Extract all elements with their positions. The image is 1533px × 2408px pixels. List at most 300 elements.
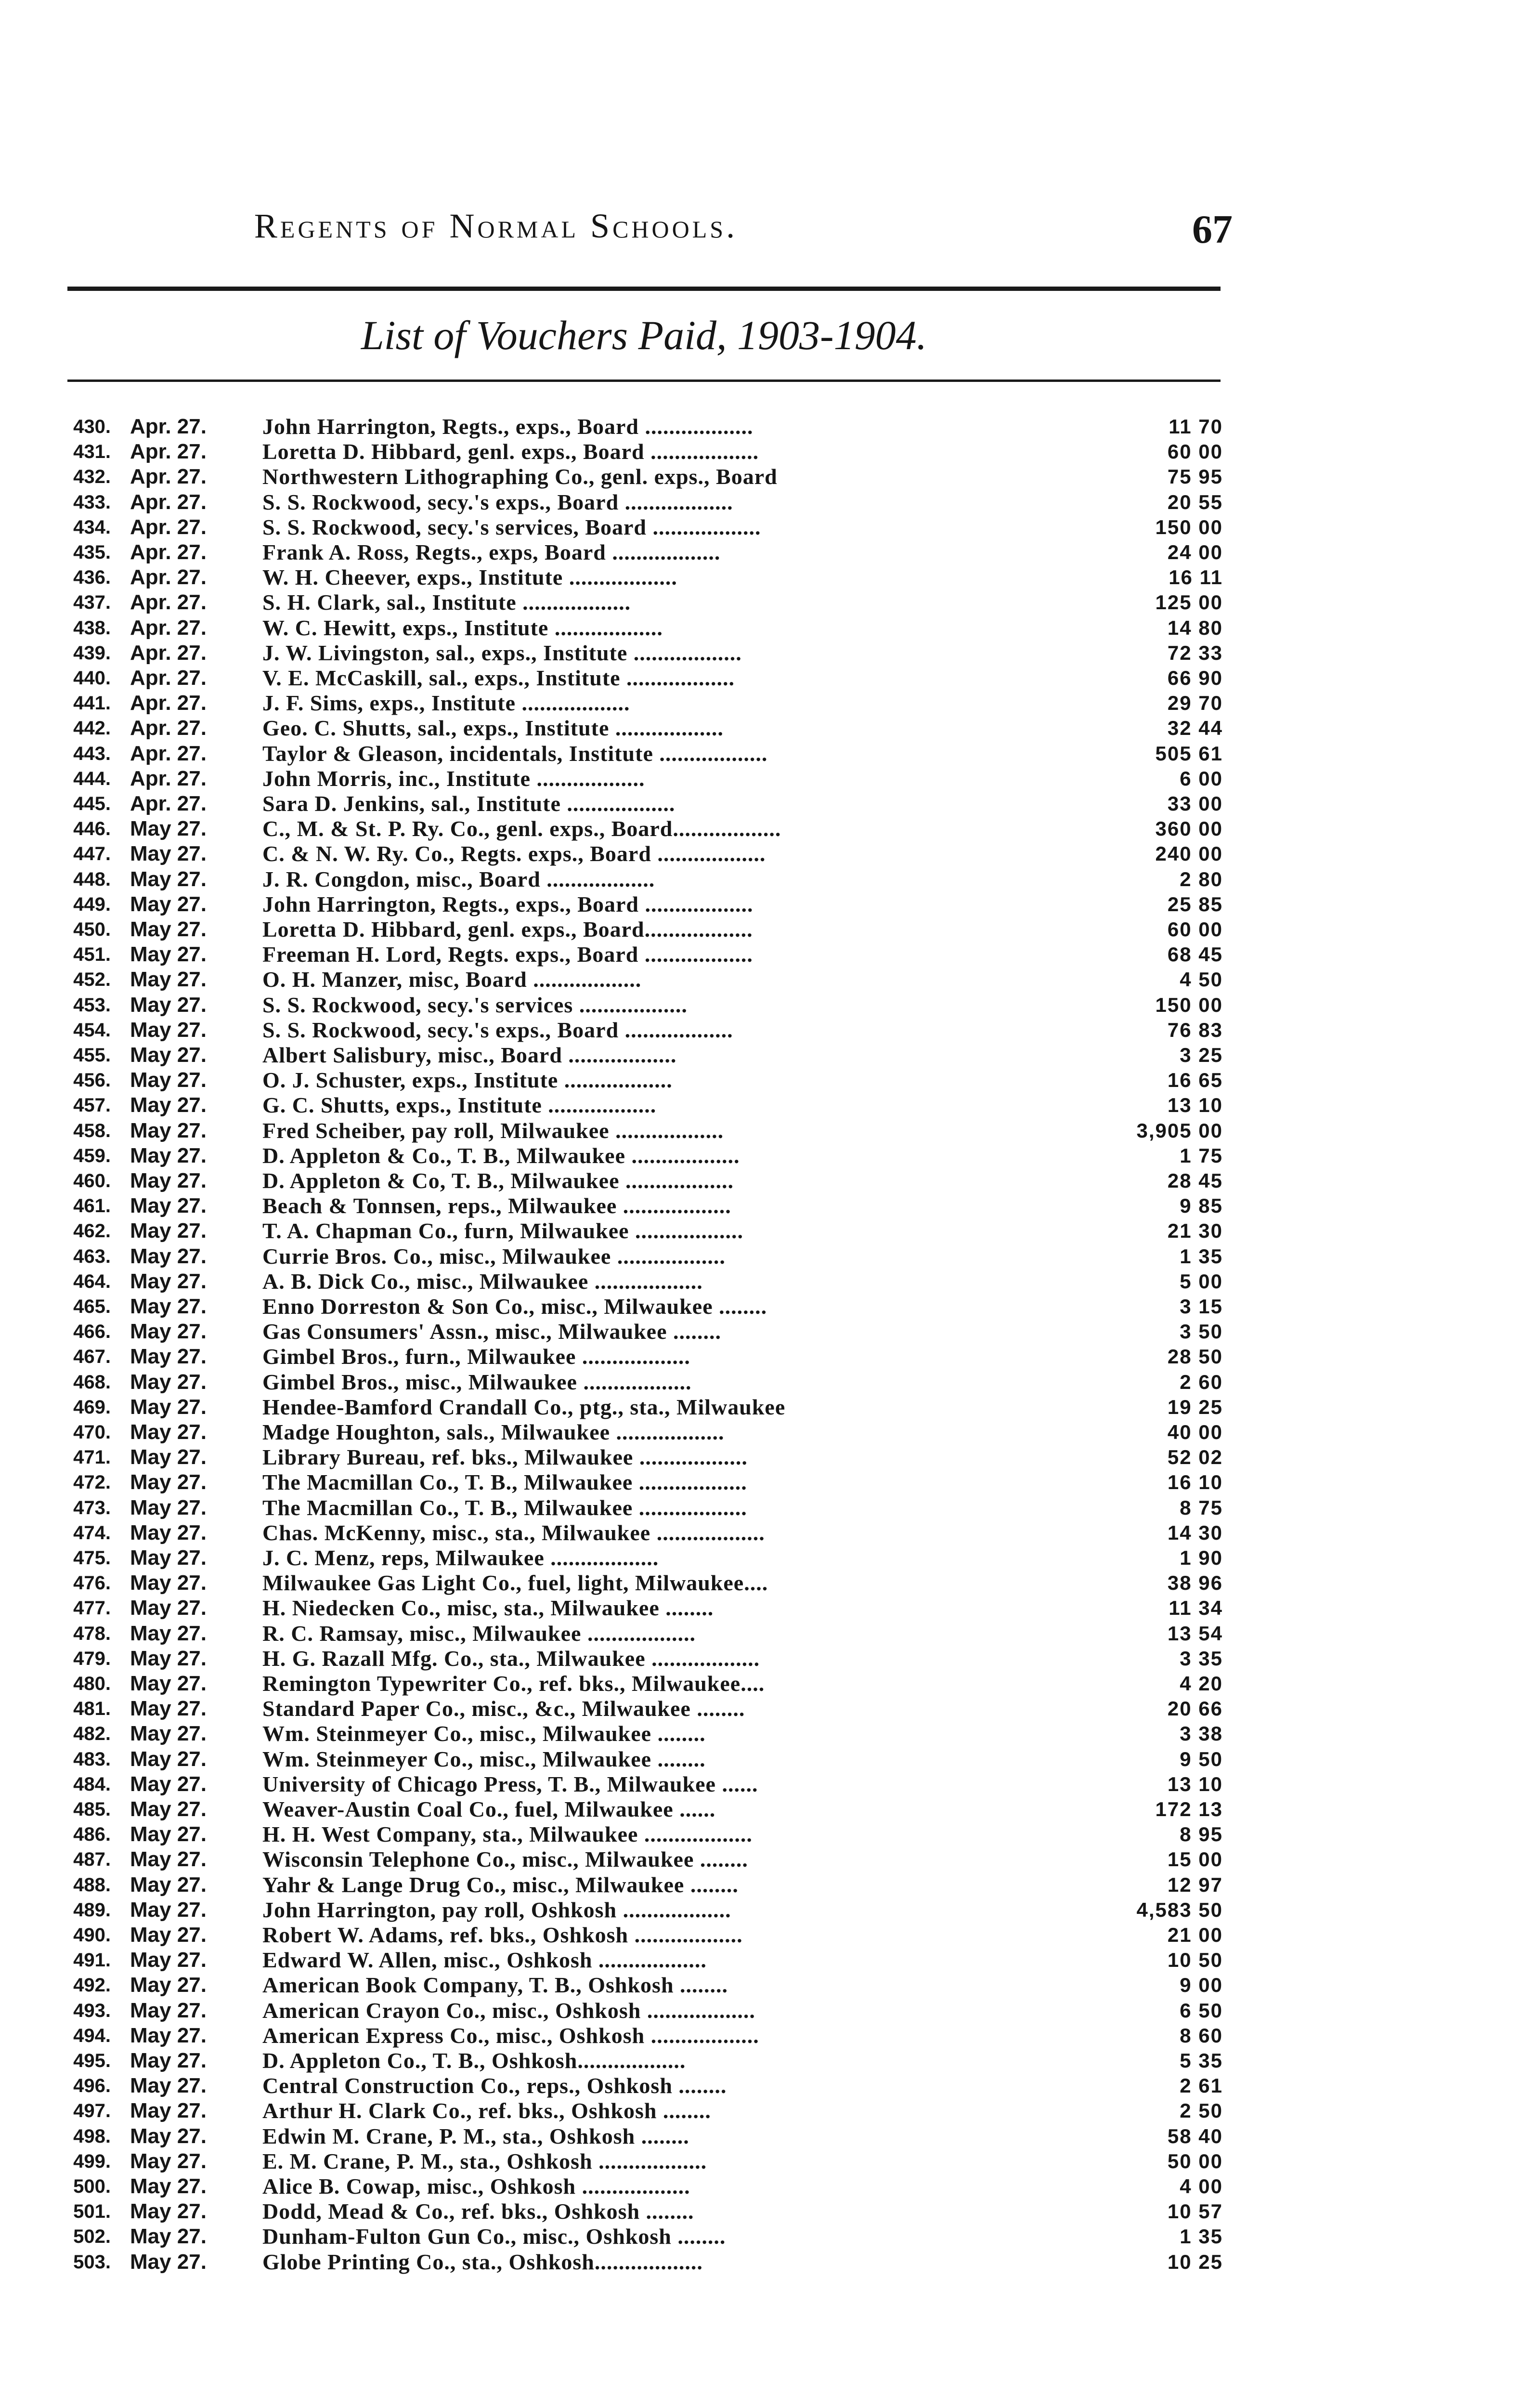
voucher-amount: 1 35	[1180, 2225, 1223, 2248]
voucher-amount: 11 70	[1169, 415, 1223, 438]
voucher-amount: 58 40	[1167, 2125, 1223, 2147]
voucher-amount: 1 75	[1180, 1144, 1223, 1167]
voucher-amount: 10 25	[1167, 2251, 1223, 2273]
voucher-amount: 1 35	[1180, 1245, 1223, 1268]
voucher-description: H. G. Razall Mfg. Co., sta., Milwaukee ..................	[262, 1646, 760, 1671]
voucher-row	[0, 867, 1533, 892]
voucher-description: University of Chicago Press, T. B., Milwaukee ......	[262, 1772, 758, 1796]
voucher-date: Apr. 27.	[130, 716, 207, 740]
voucher-row	[0, 2098, 1533, 2123]
voucher-number: 451.	[73, 944, 111, 965]
voucher-date: May 27.	[130, 917, 207, 941]
voucher-description: S. S. Rockwood, secy.'s services ..................	[262, 993, 688, 1017]
voucher-row	[0, 2199, 1533, 2224]
voucher-row	[0, 892, 1533, 917]
voucher-number: 464.	[73, 1271, 111, 1292]
voucher-amount: 9 50	[1180, 1748, 1223, 1770]
voucher-row	[0, 1998, 1533, 2023]
voucher-row	[0, 1747, 1533, 1772]
voucher-description: The Macmillan Co., T. B., Milwaukee ..................	[262, 1495, 747, 1520]
voucher-description: T. A. Chapman Co., furn, Milwaukee ..................	[262, 1218, 744, 1243]
voucher-date: May 27.	[130, 1622, 207, 1645]
voucher-description: S. H. Clark, sal., Institute ..................	[262, 590, 631, 615]
list-title: List of Vouchers Paid, 1903-1904.	[361, 312, 927, 358]
voucher-number: 460.	[73, 1170, 111, 1191]
voucher-amount: 20 55	[1167, 491, 1223, 513]
voucher-date: May 27.	[130, 1948, 207, 1972]
voucher-row	[0, 2174, 1533, 2199]
voucher-row	[0, 1671, 1533, 1696]
voucher-date: May 27.	[130, 1772, 207, 1796]
voucher-row	[0, 1596, 1533, 1621]
voucher-date: May 27.	[130, 1647, 207, 1670]
voucher-description: H. Niedecken Co., misc, sta., Milwaukee ........	[262, 1596, 714, 1620]
voucher-number: 477.	[73, 1597, 111, 1619]
voucher-description: D. Appleton & Co, T. B., Milwaukee ..................	[262, 1168, 734, 1193]
voucher-number: 449.	[73, 894, 111, 915]
voucher-amount: 21 00	[1167, 1924, 1223, 1946]
voucher-date: May 27.	[130, 867, 207, 891]
voucher-date: May 27.	[130, 993, 207, 1017]
voucher-date: May 27.	[130, 1169, 207, 1192]
voucher-description: Alice B. Cowap, misc., Oshkosh ..................	[262, 2174, 690, 2199]
voucher-number: 478.	[73, 1623, 111, 1644]
voucher-number: 495.	[73, 2050, 111, 2071]
voucher-description: A. B. Dick Co., misc., Milwaukee ..................	[262, 1269, 703, 1294]
voucher-amount: 3,905 00	[1136, 1119, 1223, 1142]
voucher-row	[0, 1269, 1533, 1294]
voucher-description: S. S. Rockwood, secy.'s services, Board ..................	[262, 515, 761, 539]
voucher-number: 433.	[73, 492, 111, 513]
voucher-row	[0, 2048, 1533, 2073]
voucher-description: The Macmillan Co., T. B., Milwaukee ..................	[262, 1470, 747, 1494]
voucher-date: May 27.	[130, 1999, 207, 2022]
voucher-number: 438.	[73, 617, 111, 639]
voucher-number: 487.	[73, 1849, 111, 1870]
voucher-amount: 60 00	[1167, 440, 1223, 463]
voucher-number: 440.	[73, 667, 111, 689]
voucher-row	[0, 791, 1533, 816]
voucher-amount: 8 75	[1180, 1496, 1223, 1519]
voucher-number: 501.	[73, 2201, 111, 2222]
voucher-row	[0, 1772, 1533, 1797]
voucher-row	[0, 1847, 1533, 1872]
voucher-date: May 27.	[130, 1018, 207, 1042]
voucher-description: Central Construction Co., reps., Oshkosh ........	[262, 2073, 727, 2098]
voucher-number: 502.	[73, 2226, 111, 2247]
voucher-amount: 50 00	[1167, 2150, 1223, 2172]
voucher-description: Remington Typewriter Co., ref. bks., Milwaukee....	[262, 1671, 765, 1696]
voucher-date: May 27.	[130, 1546, 207, 1570]
title-rule	[67, 380, 1221, 382]
voucher-number: 472.	[73, 1472, 111, 1493]
voucher-date: May 27.	[130, 1496, 207, 1519]
voucher-amount: 24 00	[1167, 541, 1223, 563]
running-title: Regents of Normal Schools.	[254, 207, 738, 245]
voucher-amount: 505 61	[1155, 742, 1223, 765]
voucher-description: Edward W. Allen, misc., Oshkosh ..................	[262, 1948, 707, 1972]
voucher-amount: 28 45	[1167, 1169, 1223, 1192]
voucher-row	[0, 1395, 1533, 1420]
voucher-date: May 27.	[130, 1320, 207, 1343]
voucher-number: 474.	[73, 1522, 111, 1544]
voucher-description: Gimbel Bros., misc., Milwaukee ..................	[262, 1370, 692, 1394]
voucher-row	[0, 641, 1533, 666]
voucher-number: 492.	[73, 1975, 111, 1996]
voucher-number: 481.	[73, 1698, 111, 1719]
voucher-amount: 40 00	[1167, 1421, 1223, 1443]
voucher-date: Apr. 27.	[130, 767, 207, 790]
voucher-number: 480.	[73, 1673, 111, 1694]
voucher-amount: 75 95	[1167, 465, 1223, 488]
voucher-number: 445.	[73, 793, 111, 814]
voucher-description: V. E. McCaskill, sal., exps., Institute ..................	[262, 666, 735, 690]
voucher-description: John Harrington, Regts., exps., Board ..................	[262, 414, 754, 439]
voucher-date: May 27.	[130, 1295, 207, 1318]
voucher-row	[0, 1168, 1533, 1193]
voucher-date: May 27.	[130, 892, 207, 916]
voucher-amount: 60 00	[1167, 918, 1223, 941]
voucher-description: D. Appleton Co., T. B., Oshkosh..................	[262, 2048, 686, 2073]
voucher-amount: 16 65	[1167, 1069, 1223, 1091]
voucher-row	[0, 590, 1533, 615]
voucher-description: Taylor & Gleason, incidentals, Institute ..................	[262, 741, 768, 766]
voucher-amount: 3 25	[1180, 1044, 1223, 1066]
voucher-number: 471.	[73, 1447, 111, 1468]
voucher-description: Chas. McKenny, misc., sta., Milwaukee ..................	[262, 1520, 765, 1545]
voucher-date: Apr. 27.	[130, 440, 207, 463]
voucher-row	[0, 464, 1533, 489]
voucher-amount: 25 85	[1167, 893, 1223, 916]
voucher-amount: 125 00	[1155, 591, 1223, 614]
voucher-number: 458.	[73, 1120, 111, 1141]
voucher-amount: 16 10	[1167, 1471, 1223, 1493]
voucher-description: Dodd, Mead & Co., ref. bks., Oshkosh ........	[262, 2199, 694, 2224]
voucher-number: 432.	[73, 466, 111, 487]
voucher-row	[0, 1545, 1533, 1570]
voucher-date: May 27.	[130, 1068, 207, 1092]
voucher-date: Apr. 27.	[130, 616, 207, 640]
voucher-row	[0, 1520, 1533, 1545]
voucher-date: May 27.	[130, 1797, 207, 1821]
voucher-row	[0, 414, 1533, 439]
voucher-amount: 38 96	[1167, 1571, 1223, 1594]
voucher-date: May 27.	[130, 1747, 207, 1771]
voucher-row	[0, 1822, 1533, 1847]
voucher-amount: 32 44	[1167, 717, 1223, 739]
voucher-row	[0, 1646, 1533, 1671]
voucher-description: O. H. Manzer, misc, Board ..................	[262, 967, 642, 992]
voucher-description: Wisconsin Telephone Co., misc., Milwaukee ........	[262, 1847, 748, 1871]
voucher-date: Apr. 27.	[130, 792, 207, 815]
voucher-amount: 2 61	[1180, 2074, 1223, 2097]
voucher-description: Hendee-Bamford Crandall Co., ptg., sta., Milwaukee	[262, 1395, 786, 1419]
voucher-description: J. C. Menz, reps, Milwaukee ..................	[262, 1545, 659, 1570]
voucher-description: S. S. Rockwood, secy.'s exps., Board ..................	[262, 490, 733, 514]
voucher-date: May 27.	[130, 1144, 207, 1167]
voucher-amount: 12 97	[1167, 1873, 1223, 1896]
voucher-number: 490.	[73, 1924, 111, 1946]
voucher-date: May 27.	[130, 2250, 207, 2274]
voucher-description: Wm. Steinmeyer Co., misc., Milwaukee ........	[262, 1747, 706, 1771]
voucher-date: Apr. 27.	[130, 490, 207, 514]
voucher-date: May 27.	[130, 1445, 207, 1469]
voucher-row	[0, 741, 1533, 766]
voucher-amount: 72 33	[1167, 641, 1223, 664]
voucher-amount: 19 25	[1167, 1396, 1223, 1418]
voucher-amount: 21 30	[1167, 1219, 1223, 1242]
voucher-date: May 27.	[130, 2225, 207, 2248]
voucher-description: Loretta D. Hibbard, genl. exps., Board..................	[262, 917, 753, 942]
voucher-description: Madge Houghton, sals., Milwaukee ..................	[262, 1420, 725, 1444]
voucher-row	[0, 2023, 1533, 2048]
voucher-number: 457.	[73, 1095, 111, 1116]
voucher-row	[0, 1973, 1533, 1998]
voucher-number: 434.	[73, 517, 111, 538]
voucher-amount: 172 13	[1155, 1798, 1223, 1820]
voucher-row	[0, 1068, 1533, 1093]
voucher-number: 450.	[73, 919, 111, 940]
voucher-number: 469.	[73, 1397, 111, 1418]
voucher-row	[0, 1420, 1533, 1445]
voucher-amount: 8 95	[1180, 1823, 1223, 1845]
voucher-amount: 52 02	[1167, 1446, 1223, 1468]
voucher-description: Beach & Tonnsen, reps., Milwaukee ..................	[262, 1193, 731, 1218]
voucher-row	[0, 816, 1533, 841]
voucher-date: May 27.	[130, 2074, 207, 2097]
voucher-amount: 1 90	[1180, 1546, 1223, 1569]
voucher-amount: 4 20	[1180, 1672, 1223, 1695]
voucher-amount: 68 45	[1167, 943, 1223, 966]
voucher-date: Apr. 27.	[130, 666, 207, 690]
voucher-description: W. H. Cheever, exps., Institute ..................	[262, 565, 677, 589]
voucher-row	[0, 1872, 1533, 1898]
voucher-number: 475.	[73, 1547, 111, 1569]
voucher-number: 483.	[73, 1749, 111, 1770]
voucher-description: Currie Bros. Co., misc., Milwaukee ..................	[262, 1244, 726, 1269]
voucher-number: 493.	[73, 2000, 111, 2021]
voucher-date: Apr. 27.	[130, 540, 207, 564]
voucher-row	[0, 993, 1533, 1018]
voucher-amount: 13 54	[1167, 1622, 1223, 1645]
voucher-number: 499.	[73, 2151, 111, 2172]
voucher-number: 446.	[73, 818, 111, 839]
voucher-number: 467.	[73, 1346, 111, 1367]
voucher-row	[0, 1470, 1533, 1495]
voucher-number: 465.	[73, 1296, 111, 1317]
voucher-row	[0, 1923, 1533, 1948]
voucher-number: 486.	[73, 1824, 111, 1845]
voucher-number: 494.	[73, 2025, 111, 2046]
voucher-row	[0, 2224, 1533, 2249]
voucher-number: 491.	[73, 1950, 111, 1971]
voucher-number: 452.	[73, 969, 111, 990]
voucher-row	[0, 1018, 1533, 1043]
voucher-amount: 6 00	[1180, 767, 1223, 790]
voucher-number: 453.	[73, 995, 111, 1016]
voucher-description: Wm. Steinmeyer Co., misc., Milwaukee ........	[262, 1721, 706, 1746]
voucher-description: Weaver-Austin Coal Co., fuel, Milwaukee ......	[262, 1797, 716, 1821]
voucher-description: S. S. Rockwood, secy.'s exps., Board ..................	[262, 1018, 733, 1042]
voucher-row	[0, 1143, 1533, 1168]
voucher-amount: 14 80	[1167, 616, 1223, 639]
voucher-row	[0, 2250, 1533, 2275]
voucher-description: Edwin M. Crane, P. M., sta., Oshkosh ........	[262, 2124, 689, 2148]
voucher-number: 473.	[73, 1497, 111, 1518]
voucher-amount: 13 10	[1167, 1094, 1223, 1116]
voucher-amount: 3 50	[1180, 1320, 1223, 1343]
voucher-amount: 4,583 50	[1136, 1898, 1223, 1921]
voucher-row	[0, 2149, 1533, 2174]
voucher-amount: 10 57	[1167, 2200, 1223, 2223]
voucher-amount: 5 35	[1180, 2049, 1223, 2072]
voucher-row	[0, 942, 1533, 967]
voucher-number: 485.	[73, 1799, 111, 1820]
voucher-description: John Harrington, pay roll, Oshkosh ..................	[262, 1898, 731, 1922]
voucher-amount: 2 50	[1180, 2099, 1223, 2122]
voucher-date: Apr. 27.	[130, 742, 207, 765]
voucher-row	[0, 1344, 1533, 1369]
voucher-date: Apr. 27.	[130, 590, 207, 614]
voucher-amount: 8 60	[1180, 2024, 1223, 2047]
voucher-amount: 10 50	[1167, 1949, 1223, 1971]
voucher-amount: 20 66	[1167, 1697, 1223, 1720]
voucher-row	[0, 490, 1533, 515]
voucher-date: Apr. 27.	[130, 641, 207, 665]
voucher-row	[0, 1570, 1533, 1596]
voucher-description: American Crayon Co., misc., Oshkosh ..................	[262, 1998, 755, 2023]
voucher-row	[0, 1696, 1533, 1721]
voucher-date: May 27.	[130, 1194, 207, 1217]
voucher-date: May 27.	[130, 1269, 207, 1293]
voucher-number: 496.	[73, 2075, 111, 2096]
voucher-row	[0, 1319, 1533, 1344]
voucher-number: 468.	[73, 1372, 111, 1393]
voucher-number: 503.	[73, 2251, 111, 2273]
voucher-date: May 27.	[130, 1219, 207, 1243]
voucher-description: Enno Dorreston & Son Co., misc., Milwaukee ........	[262, 1294, 767, 1319]
voucher-row	[0, 1495, 1533, 1520]
voucher-number: 463.	[73, 1246, 111, 1267]
voucher-date: May 27.	[130, 2199, 207, 2223]
voucher-number: 500.	[73, 2176, 111, 2197]
voucher-number: 456.	[73, 1070, 111, 1091]
voucher-row	[0, 1445, 1533, 1470]
voucher-row	[0, 439, 1533, 464]
voucher-date: May 27.	[130, 2049, 207, 2072]
voucher-row	[0, 1118, 1533, 1143]
voucher-row	[0, 565, 1533, 590]
voucher-date: Apr. 27.	[130, 565, 207, 589]
voucher-row	[0, 1218, 1533, 1243]
voucher-amount: 28 50	[1167, 1345, 1223, 1368]
voucher-description: Arthur H. Clark Co., ref. bks., Oshkosh ........	[262, 2098, 711, 2123]
header-rule	[67, 287, 1221, 291]
voucher-date: May 27.	[130, 1822, 207, 1846]
voucher-row	[0, 691, 1533, 716]
voucher-date: May 27.	[130, 1973, 207, 1997]
voucher-description: Standard Paper Co., misc., &c., Milwaukee ........	[262, 1696, 745, 1721]
voucher-row	[0, 1294, 1533, 1319]
voucher-description: C. & N. W. Ry. Co., Regts. exps., Board ..................	[262, 841, 766, 866]
voucher-description: Milwaukee Gas Light Co., fuel, light, Milwaukee....	[262, 1570, 768, 1595]
page-number: 67	[1192, 207, 1233, 252]
voucher-number: 482.	[73, 1723, 111, 1744]
voucher-amount: 6 50	[1180, 1999, 1223, 2022]
voucher-number: 484.	[73, 1774, 111, 1795]
voucher-row	[0, 967, 1533, 992]
voucher-amount: 33 00	[1167, 792, 1223, 815]
voucher-date: May 27.	[130, 1093, 207, 1117]
voucher-description: Gas Consumers' Assn., misc., Milwaukee ........	[262, 1319, 721, 1344]
voucher-row	[0, 666, 1533, 691]
voucher-description: Albert Salisbury, misc., Board ..................	[262, 1043, 677, 1067]
voucher-description: C., M. & St. P. Ry. Co., genl. exps., Board..................	[262, 816, 781, 841]
voucher-amount: 150 00	[1155, 994, 1223, 1016]
voucher-date: May 27.	[130, 1370, 207, 1394]
voucher-row	[0, 841, 1533, 866]
voucher-date: May 27.	[130, 1395, 207, 1419]
voucher-row	[0, 540, 1533, 565]
voucher-amount: 4 50	[1180, 968, 1223, 991]
voucher-description: W. C. Hewitt, exps., Institute ..................	[262, 615, 663, 640]
voucher-number: 466.	[73, 1321, 111, 1342]
voucher-description: Dunham-Fulton Gun Co., misc., Oshkosh ........	[262, 2224, 726, 2249]
voucher-amount: 66 90	[1167, 667, 1223, 689]
voucher-number: 479.	[73, 1648, 111, 1669]
voucher-description: Fred Scheiber, pay roll, Milwaukee ..................	[262, 1118, 724, 1143]
voucher-date: May 27.	[130, 1470, 207, 1494]
voucher-amount: 9 85	[1180, 1194, 1223, 1217]
voucher-row	[0, 1721, 1533, 1746]
voucher-description: Yahr & Lange Drug Co., misc., Milwaukee ........	[262, 1872, 739, 1897]
voucher-description: Library Bureau, ref. bks., Milwaukee ..................	[262, 1445, 748, 1469]
voucher-amount: 16 11	[1169, 566, 1223, 589]
voucher-row	[0, 1093, 1533, 1118]
voucher-date: May 27.	[130, 1521, 207, 1544]
voucher-row	[0, 1193, 1533, 1218]
voucher-description: Sara D. Jenkins, sal., Institute ..................	[262, 791, 676, 816]
voucher-number: 435.	[73, 542, 111, 563]
voucher-date: May 27.	[130, 1420, 207, 1444]
voucher-number: 497.	[73, 2100, 111, 2121]
voucher-date: May 27.	[130, 1847, 207, 1871]
voucher-number: 430.	[73, 416, 111, 437]
voucher-description: G. C. Shutts, exps., Institute ..................	[262, 1093, 657, 1117]
voucher-amount: 3 15	[1180, 1295, 1223, 1318]
voucher-row	[0, 1621, 1533, 1646]
voucher-number: 436.	[73, 567, 111, 588]
voucher-description: Northwestern Lithographing Co., genl. exps., Board	[262, 464, 778, 489]
voucher-number: 448.	[73, 869, 111, 890]
voucher-row	[0, 1244, 1533, 1269]
voucher-number: 442.	[73, 718, 111, 739]
voucher-row	[0, 1898, 1533, 1923]
voucher-amount: 150 00	[1155, 516, 1223, 538]
voucher-number: 447.	[73, 843, 111, 864]
voucher-description: H. H. West Company, sta., Milwaukee ..................	[262, 1822, 753, 1846]
voucher-date: May 27.	[130, 1672, 207, 1695]
voucher-description: J. R. Congdon, misc., Board ..................	[262, 867, 655, 891]
voucher-amount: 5 00	[1180, 1270, 1223, 1293]
voucher-number: 455.	[73, 1045, 111, 1066]
voucher-date: May 27.	[130, 1043, 207, 1067]
voucher-date: May 27.	[130, 1244, 207, 1268]
voucher-row	[0, 515, 1533, 540]
voucher-date: May 27.	[130, 1923, 207, 1947]
voucher-number: 488.	[73, 1874, 111, 1896]
voucher-date: May 27.	[130, 968, 207, 991]
